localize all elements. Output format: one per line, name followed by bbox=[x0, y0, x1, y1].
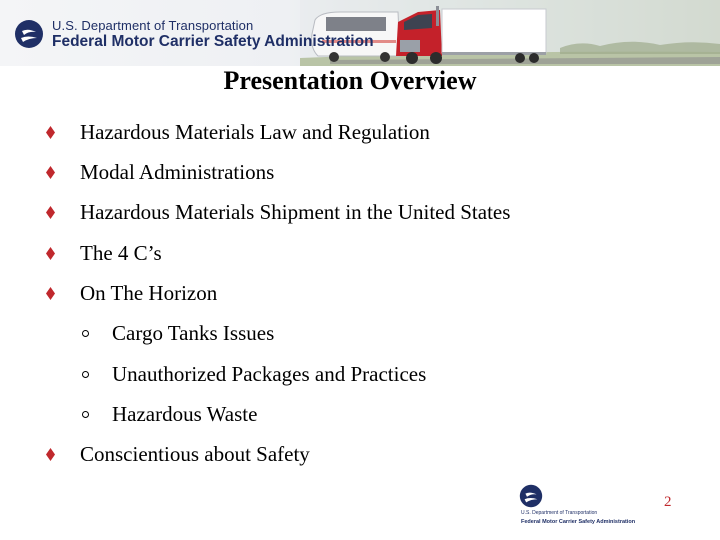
hollow-circle-bullet-icon bbox=[82, 330, 89, 337]
bullet-text: Conscientious about Safety bbox=[80, 442, 310, 466]
trailer-image bbox=[442, 9, 546, 63]
footer-dot-swoosh-logo-icon bbox=[519, 484, 543, 508]
bullet-item bbox=[46, 120, 430, 145]
bullet-text: Modal Administrations bbox=[80, 160, 275, 184]
red-diamond-bullet-icon bbox=[46, 448, 55, 461]
red-diamond-bullet-icon bbox=[46, 247, 55, 260]
bullet-item bbox=[46, 241, 162, 266]
red-diamond-bullet-icon bbox=[46, 126, 55, 139]
sub-bullet-item bbox=[82, 362, 426, 387]
dot-swoosh-logo-icon bbox=[14, 19, 44, 49]
bullet-item bbox=[46, 160, 274, 185]
agency-name: Federal Motor Carrier Safety Administration bbox=[52, 33, 374, 50]
bullet-text: On The Horizon bbox=[80, 281, 218, 305]
header-banner bbox=[0, 0, 720, 66]
bullet-item bbox=[46, 442, 310, 467]
sub-bullet-item bbox=[82, 321, 274, 346]
department-name: U.S. Department of Transportation bbox=[52, 18, 254, 33]
bullet-text: Hazardous Materials Law and Regulation bbox=[80, 120, 430, 144]
hollow-circle-bullet-icon bbox=[82, 371, 89, 378]
red-diamond-bullet-icon bbox=[46, 166, 55, 179]
red-diamond-bullet-icon bbox=[46, 287, 55, 300]
sub-bullet-text: Cargo Tanks Issues bbox=[112, 321, 275, 345]
red-diamond-bullet-icon bbox=[46, 206, 55, 219]
footer-agency-name: Federal Motor Carrier Safety Administration bbox=[521, 519, 636, 525]
sub-bullet-text: Hazardous Waste bbox=[112, 402, 258, 426]
sub-bullet-text: Unauthorized Packages and Practices bbox=[112, 362, 427, 386]
page-number: 2 bbox=[664, 494, 672, 510]
slide-title: Presentation Overview bbox=[223, 66, 477, 95]
bullet-text: The 4 C’s bbox=[80, 241, 162, 265]
bullet-item bbox=[46, 200, 510, 225]
bullet-text: Hazardous Materials Shipment in the United States bbox=[80, 200, 511, 224]
footer-department-name: U.S. Department of Transportation bbox=[521, 510, 598, 516]
bullet-item bbox=[46, 281, 217, 306]
sub-bullet-item bbox=[82, 402, 257, 427]
hollow-circle-bullet-icon bbox=[82, 411, 89, 418]
